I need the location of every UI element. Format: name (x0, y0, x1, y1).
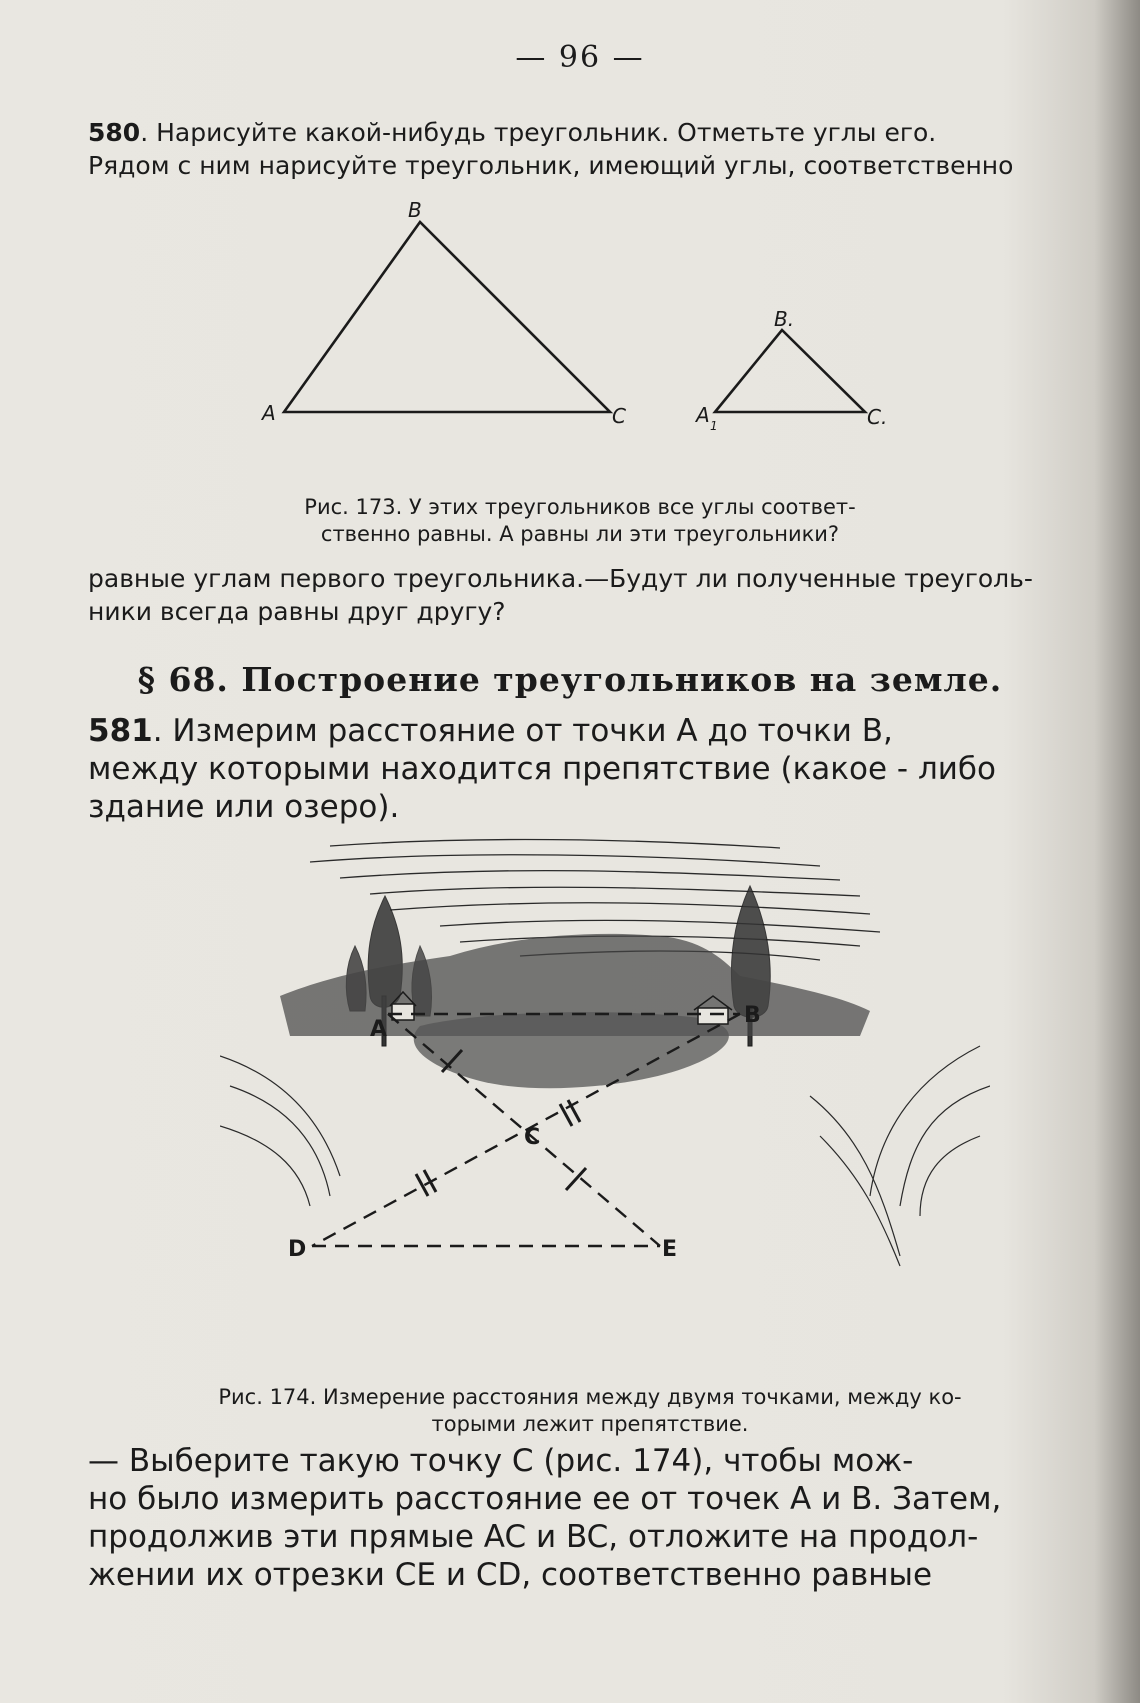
caption-line: Рис. 174. Измерение расстояния между двумя точками, между ко- (218, 1385, 962, 1409)
caption-line: ственно равны. А равны ли эти треугольники? (320, 522, 840, 546)
figure-174-landscape-illustration (220, 836, 990, 1368)
exercise-number: 580 (88, 118, 141, 147)
point-label-c: C (524, 1125, 541, 1150)
figure-173-triangles (260, 200, 980, 480)
point-label-b: B (744, 1003, 761, 1028)
vertex-label-b: B (408, 200, 422, 222)
exercise-580-line-4: ники всегда равны друг другу? (88, 597, 506, 626)
vertex-label-c1: C. (867, 405, 888, 429)
large-triangle (284, 222, 610, 412)
exercise-581-text (88, 712, 1073, 826)
exercise-580-line-2: Рядом с ним нарисуйте треугольник, имеющий углы, соответственно (88, 151, 1014, 180)
point-label-d: D (288, 1237, 307, 1262)
caption-line: Рис. 173. У этих треугольников все углы соответ- (304, 495, 856, 519)
exercise-580-line-1: 580. Нарисуйте какой-нибудь треугольник. Отметьте углы его. (88, 118, 937, 147)
exercise-581-line-1: 581. Измерим расстояние от точки A до точки B, (88, 713, 893, 749)
final-paragraph (88, 1442, 1073, 1594)
point-label-a: A (370, 1017, 388, 1042)
caption-line: торыми лежит препятствие. (431, 1412, 749, 1436)
vertex-label-b1: B. (774, 307, 795, 331)
final-paragraph-line-4: жении их отрезки CE и CD, соответственно равные (88, 1557, 933, 1593)
vertex-label-c: C (612, 404, 626, 428)
final-paragraph-line-2: но было измерить расстояние ее от точек A и B. Затем, (88, 1481, 1002, 1517)
vertex-label-a: A (262, 401, 276, 425)
figure-174-caption (150, 1384, 1030, 1438)
exercise-580-continued (88, 562, 1073, 628)
final-paragraph-line-1: — Выберите такую точку C (рис. 174), чтобы мож- (88, 1443, 914, 1479)
final-paragraph-line-3: продолжив эти прямые AC и BC, отложите на продол- (88, 1519, 979, 1555)
small-triangle (715, 330, 865, 412)
exercise-581-line-2: между которыми находится препятствие (какое - либо (88, 751, 996, 787)
page-number: — 96 — (515, 40, 645, 75)
point-label-e: E (662, 1237, 678, 1262)
exercise-580-text (88, 116, 1073, 182)
section-heading: § 68. Построение треугольников на земле. (137, 660, 1003, 699)
exercise-580-line-3: равные углам первого треугольника.—Будут ли полученные треуголь- (88, 564, 1033, 593)
figure-173-caption (250, 494, 910, 548)
vertex-label-a1: A (696, 403, 710, 427)
exercise-number: 581 (88, 713, 153, 749)
vertex-label-a1-subscript: 1 (710, 419, 718, 433)
exercise-581-line-3: здание или озеро). (88, 789, 400, 825)
